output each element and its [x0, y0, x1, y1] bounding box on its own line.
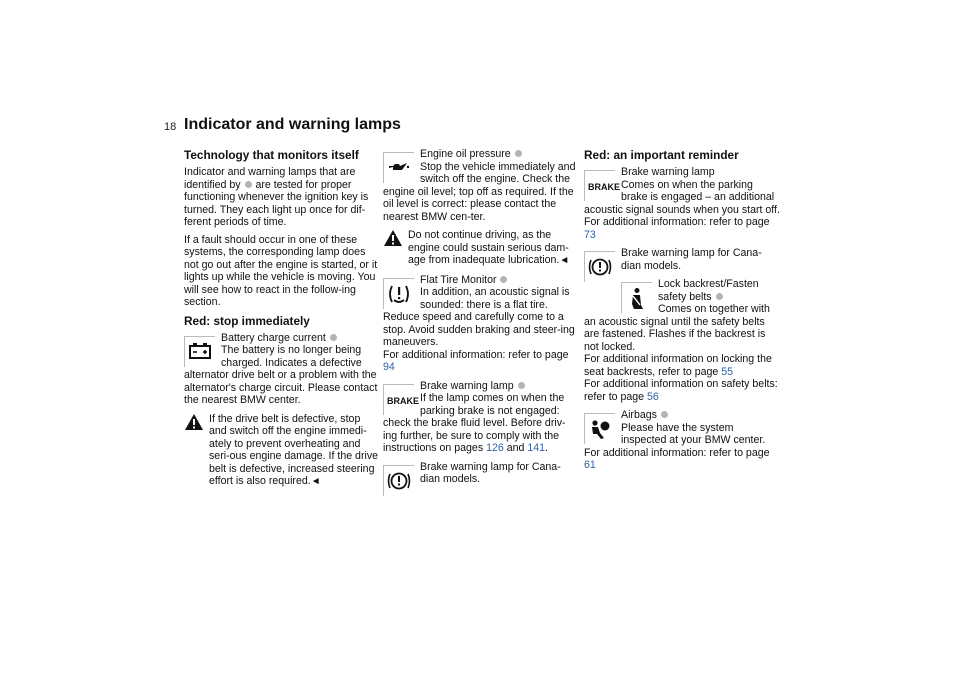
brake-title: Brake warning lamp	[420, 379, 514, 392]
flat-tire-icon	[383, 278, 414, 309]
brake-canada-text: Brake warning lamp for Cana-dian models.	[420, 460, 561, 485]
intro-text-a: Indicator and warning lamps that are identified by	[184, 166, 356, 191]
brake-warning-entry: BRAKE Brake warning lamp If the lamp comes on when the parking brake is not engaged: check the brake fluid level. Before driv-ing further, be sure to comply with the instructions on pages 126 and 141.	[383, 379, 566, 454]
page-title: Indicator and warning lamps	[184, 116, 401, 133]
seat-belt-ref-1: For additional information on locking the seat backrests, refer to page	[584, 353, 772, 378]
battery-dot-icon	[330, 334, 337, 341]
column-2	[383, 148, 579, 496]
brake-icon	[584, 170, 621, 201]
fault-paragraph: If a fault should occur in one of these systems, the corresponding lamp does not go out after the engine is started, or it lights up while the vehicle is moving. You will see how to react in the follow-ing section.	[184, 233, 378, 308]
page-link-141[interactable]: 141	[527, 442, 546, 454]
airbag-dot-icon	[661, 411, 668, 418]
brake-text: If the lamp comes on when the parking brake is not engaged: check the brake fluid level. Before driv-ing further, be sure to comply with the instructions on pages	[383, 392, 566, 454]
page-link-56[interactable]: 56	[647, 390, 659, 403]
oil-pressure-entry	[383, 148, 579, 223]
tire-dot-icon	[500, 276, 507, 283]
heading-reminder: Red: an important reminder	[584, 148, 739, 162]
page-link-126[interactable]: 126	[486, 442, 504, 454]
end-mark: ◄	[310, 476, 321, 487]
drive-belt-warning	[184, 413, 380, 489]
test-dot-icon	[245, 181, 252, 188]
brake-icon	[383, 384, 420, 415]
brake-circle-icon	[383, 465, 414, 496]
and-text: and	[506, 442, 525, 454]
seat-belt-icon	[621, 282, 652, 313]
column-3	[584, 148, 780, 475]
oil-dot-icon	[515, 150, 522, 157]
brake-canada-entry-2	[584, 247, 780, 272]
brake-circle-icon	[584, 251, 615, 282]
battery-title: Battery charge current	[221, 331, 326, 344]
oil-pressure-title: Engine oil pressure	[420, 148, 511, 160]
page-number: 18	[164, 121, 177, 133]
svg-text:BRAKE: BRAKE	[588, 182, 621, 192]
end-mark: ◄	[559, 255, 570, 266]
lubrication-warning-text: Do not continue driving, as the engine could sustain serious dam-age from inadequate lubrication.	[408, 229, 569, 266]
svg-text:BRAKE: BRAKE	[387, 395, 420, 406]
column-1	[184, 148, 380, 495]
airbag-title: Airbags	[621, 409, 657, 421]
flat-tire-ref: For additional information: refer to page	[383, 348, 569, 361]
parking-brake-entry	[584, 166, 780, 241]
page-link-55[interactable]: 55	[721, 365, 734, 378]
seat-belt-text: Comes on together with an acoustic signal until the safety belts are fastened. Flashes if the backrest is not locked.	[584, 303, 770, 353]
airbag-text: Please have the system inspected at your BMW center.	[621, 421, 766, 446]
brake-canada-text-2: Brake warning lamp for Cana-dian models.	[621, 247, 762, 272]
airbag-icon	[584, 413, 615, 444]
drive-belt-warning-text: If the drive belt is defective, stop and switch off the engine immedi-ately to prevent overheating and seri-ous engine damage. If the drive belt is defective, increased steering effort is also required.	[209, 412, 379, 487]
seat-belt-entry	[584, 278, 780, 403]
brake-canada-entry	[383, 461, 579, 486]
parking-brake-text: Comes on when the parking brake is engaged – an additional acoustic signal sounds when you start off.	[584, 178, 780, 216]
intro-paragraph	[184, 166, 380, 229]
battery-entry	[184, 332, 380, 407]
intro-text-b: are tested for proper functioning whenever the ignition key is turned. They each light up once for dif-ferent periods of time.	[184, 178, 369, 228]
lubrication-warning	[383, 229, 579, 268]
parking-brake-title: Brake warning lamp	[621, 166, 715, 178]
seat-belt-ref-2: For additional information on safety belts: refer to page	[584, 378, 778, 403]
flat-tire-text: In addition, an acoustic signal is sounded: there is a flat tire. Reduce speed and carefully come to a stop. Avoid sudden braking and steer-ing maneuvers.	[383, 286, 575, 348]
seat-belt-title: Lock backrest/Fasten safety belts	[658, 278, 759, 303]
parking-brake-ref: For additional information: refer to page	[584, 216, 770, 228]
flat-tire-title: Flat Tire Monitor	[420, 273, 497, 286]
airbag-entry	[584, 409, 780, 472]
warning-triangle-icon	[184, 413, 204, 431]
warning-triangle-icon	[383, 229, 403, 247]
oil-pressure-text: Stop the vehicle immediately and switch off the engine. Check the engine oil level; top off as required. If the oil level is correct: please contact the nearest BMW cen-ter.	[383, 160, 576, 223]
page-link-61[interactable]: 61	[584, 459, 596, 471]
flat-tire-entry	[383, 274, 579, 374]
page-link-73[interactable]: 73	[584, 228, 596, 241]
page-link-94[interactable]: 94	[383, 361, 395, 373]
airbag-ref: For additional information: refer to page	[584, 446, 770, 459]
belt-dot-icon	[716, 293, 723, 300]
heading-technology: Technology that monitors itself	[184, 148, 359, 162]
brake-dot-icon	[518, 382, 525, 389]
heading-stop: Red: stop immediately	[184, 313, 310, 328]
battery-text: The battery is no longer being charged. Indicates a defective alternator drive belt or a problem with the alternator's charge circuit. Please contact the nearest BMW center.	[184, 344, 378, 406]
oil-can-icon	[383, 152, 414, 183]
battery-icon	[184, 336, 215, 367]
